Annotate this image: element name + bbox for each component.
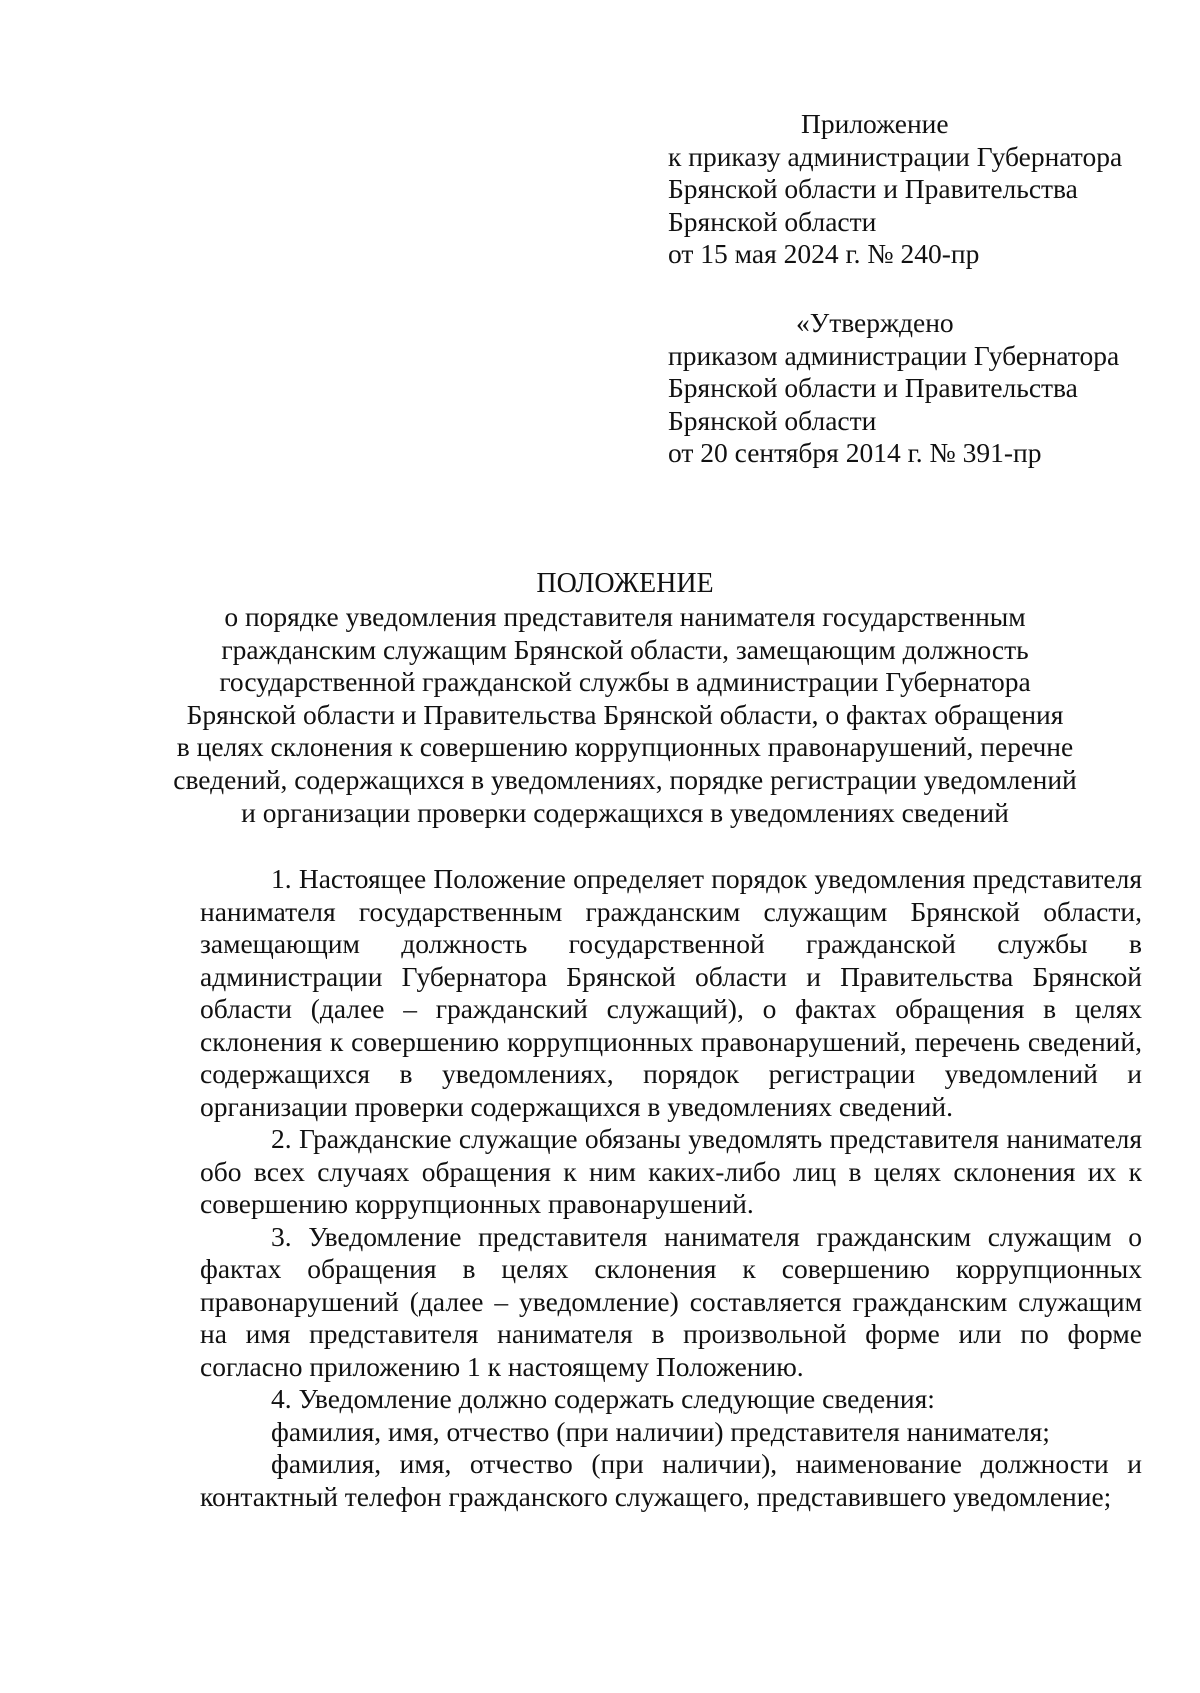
appendix-title: Приложение xyxy=(801,108,949,139)
document-subtitle xyxy=(150,601,1100,829)
subtitle-line: в целях склонения к совершению коррупционных правонарушений, перечне xyxy=(176,731,1074,763)
paragraph-4: 4. Уведомление должно содержать следующие сведения: xyxy=(271,1383,935,1414)
approved-title: «Утверждено xyxy=(796,307,954,338)
paragraph-2: 2. Гражданские служащие обязаны уведомлять представителя нанимателя обо всех случаях обращения к ним каких-либо лиц в целях склонения их к совершению коррупционных правонарушений. xyxy=(200,1123,1142,1219)
appendix-line: к приказу администрации Губернатора xyxy=(668,140,1123,172)
list-item: фамилия, имя, отчество (при наличии) представителя нанимателя; xyxy=(271,1415,1050,1447)
document-title: ПОЛОЖЕНИЕ xyxy=(536,568,714,599)
appendix-header xyxy=(668,108,1168,271)
document-body xyxy=(200,863,1142,1513)
subtitle-line: государственной гражданской службы в администрации Губернатора xyxy=(219,666,1031,698)
approved-header xyxy=(668,307,1168,470)
appendix-line: от 15 мая 2024 г. № 240-пр xyxy=(668,238,980,269)
approved-line: Брянской области и Правительства xyxy=(668,372,1078,403)
appendix-line: Брянской области xyxy=(668,205,877,237)
subtitle-line: гражданским служащим Брянской области, замещающим должность xyxy=(221,633,1029,665)
paragraph-1: 1. Настоящее Положение определяет порядок уведомления представителя нанимателя государственным гражданским служащим Брянской области, замещающим должность государственной гражданской службы в администрации Губернатора Брянской области и Правительства Брянской области (далее – гражданский служащий), о фактах обращения в целях склонения к совершению коррупционных правонарушений, перечень сведений, содержащихся в уведомлениях, порядок регистрации уведомлений и организации проверки содержащихся в уведомлениях сведений. xyxy=(200,863,1142,1122)
appendix-line: Брянской области и Правительства xyxy=(668,173,1078,204)
subtitle-line: и организации проверки содержащихся в уведомлениях сведений xyxy=(241,796,1009,828)
approved-line: приказом администрации Губернатора xyxy=(668,339,1120,371)
approved-line: от 20 сентября 2014 г. № 391-пр xyxy=(668,437,1042,468)
paragraph-3: 3. Уведомление представителя нанимателя гражданским служащим о фактах обращения в целях склонения к совершению коррупционных правонарушений (далее – уведомление) составляется гражданским служащим на имя представителя нанимателя в произвольной форме или по форме согласно приложению 1 к настоящему Положению. xyxy=(200,1220,1142,1382)
list-item: фамилия, имя, отчество (при наличии), наименование должности и контактный телефон гражданского служащего, представившего уведомление; xyxy=(200,1448,1142,1512)
approved-line: Брянской области xyxy=(668,404,877,436)
subtitle-line: Брянской области и Правительства Брянской области, о фактах обращения xyxy=(186,698,1064,730)
subtitle-line: о порядке уведомления представителя нанимателя государственным xyxy=(224,601,1026,632)
subtitle-line: сведений, содержащихся в уведомлениях, порядке регистрации уведомлений xyxy=(173,763,1077,795)
